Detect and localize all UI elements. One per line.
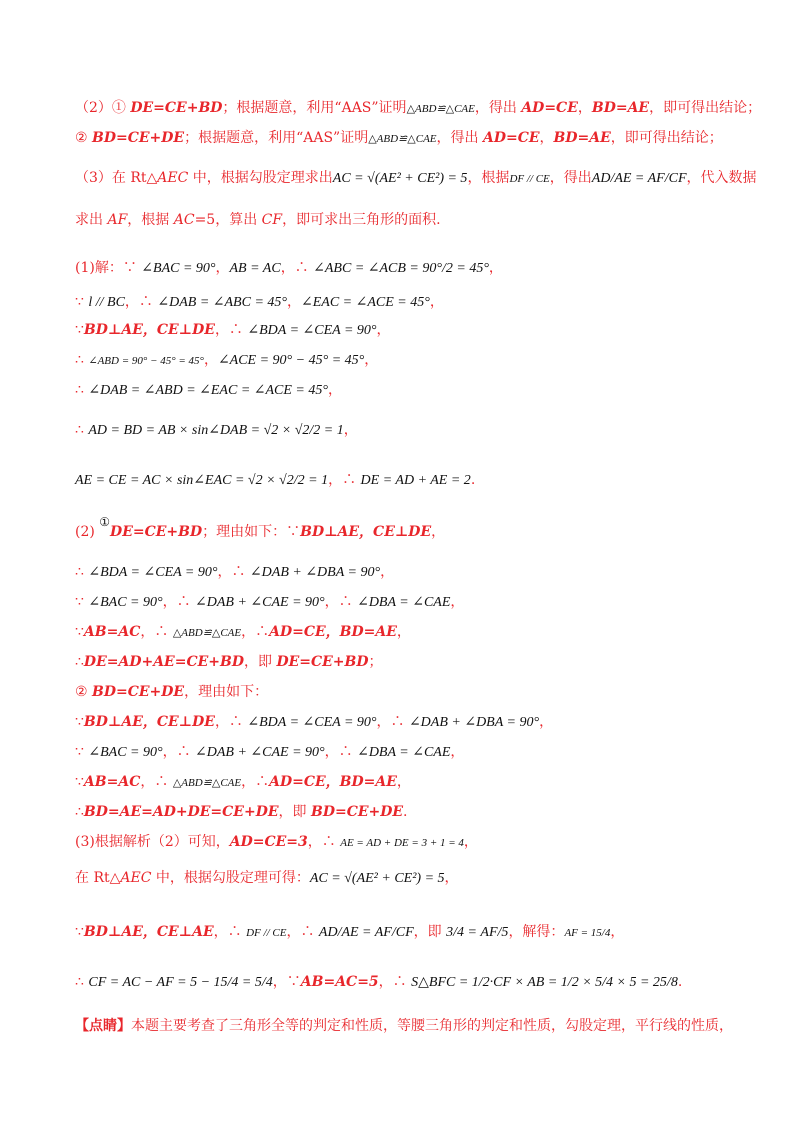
solution-line-16 (75, 772, 740, 793)
solution-line-21 (75, 972, 740, 993)
math: ∠DAB + ∠DBA = 90° (249, 565, 381, 580)
math-parallel: DF // CE (509, 173, 550, 185)
conclusion: DE=AD+AE=CE+BD (83, 654, 244, 670)
text: 在 Rt△ (75, 870, 121, 886)
text: ，∴ (162, 744, 196, 760)
condition: BD⊥AE，CE⊥AE (83, 924, 214, 940)
math: ∠ABD = 90° − 45° = 45° (88, 355, 204, 367)
text: ∵ (75, 774, 84, 790)
text: ，∴ (214, 322, 248, 338)
solution-line-17 (75, 802, 740, 822)
text: ，即可得出结论； (610, 130, 723, 146)
triangle-name: AEC (120, 870, 152, 886)
math: ∠DAB = ∠ABC = 45° (157, 295, 287, 310)
text: (1)解：∵ (75, 260, 142, 276)
math: ∠BAC = 90° (141, 261, 216, 276)
math: ∠ABC = ∠ACB = 90°/2 = 45° (313, 261, 489, 276)
solution-line-11 (75, 622, 740, 643)
text: ， (450, 594, 465, 610)
text: (2) (75, 524, 100, 540)
text: ② (75, 684, 93, 700)
math: ∠EAC = ∠ACE = 45° (300, 295, 430, 310)
text: 中，根据勾股定理可得： (151, 870, 310, 886)
comment-tag: 【点睛】 (75, 1018, 131, 1034)
text: ，即可求出三角形的面积. (282, 212, 441, 228)
math: CF = AC − AF = 5 − 15/4 = 5/4 (88, 975, 273, 990)
math-ratio: AD/AE = AF/CF (318, 925, 414, 940)
text: ，∴ (286, 924, 319, 940)
math: ∠BDA = ∠CEA = 90° (247, 323, 377, 338)
text: ∵ (75, 294, 89, 310)
solution-line-7 (75, 470, 740, 491)
math: ∠ACE = 90° − 45° = 45° (217, 353, 365, 368)
math: AE = AD + DE = 3 + 1 = 4 (340, 837, 464, 849)
math-pythagoras: AC = √(AE² + CE²) = 5 (332, 171, 468, 186)
text: ，∴ (324, 594, 358, 610)
text: ，∴ (376, 714, 409, 730)
text: ， (539, 714, 554, 730)
text: ，∴ (241, 624, 270, 640)
analysis-line-3b (75, 210, 740, 230)
math-ratio: 3/4 = AF/5 (446, 925, 509, 940)
math: ∠DAB = ∠ABD = ∠EAC = ∠ACE = 45° (88, 383, 328, 398)
circled-number: ① (99, 515, 111, 529)
math: ∠DAB + ∠CAE = 90° (195, 595, 325, 610)
text: ，根据 (127, 212, 174, 228)
text: ，得出 (474, 100, 522, 116)
text: ∴ (75, 564, 89, 580)
text: ， (327, 382, 342, 398)
text: ，∴ (140, 774, 173, 790)
text: ，∴ (241, 774, 270, 790)
math: ∠BDA = ∠CEA = 90° (247, 715, 377, 730)
math: l // BC (88, 295, 125, 310)
solution-line-19 (75, 868, 740, 889)
solution-line-15 (75, 742, 740, 763)
solution-line-10 (75, 592, 740, 613)
text: ， (444, 870, 459, 886)
text: ，即 (278, 804, 311, 820)
solution-line-5 (75, 380, 740, 401)
condition: AB=AC=5 (300, 974, 379, 990)
text: ，∴ (307, 834, 341, 850)
text: ，∵ (272, 974, 301, 990)
math-congruence: △ABD≌△CAE (406, 103, 475, 115)
solution-line-4 (75, 350, 740, 371)
text: ；理由如下：∵ (202, 524, 301, 540)
text: ，∴ (124, 294, 158, 310)
text: ， (577, 100, 592, 116)
text: ② (75, 130, 93, 146)
claim: DE=CE+BD (110, 524, 203, 540)
text: ， (343, 422, 358, 438)
math-ratio: AD/AE = AF/CF (591, 171, 687, 186)
math: ∠BAC = 90° (88, 745, 163, 760)
text: ∴ (75, 422, 89, 438)
solution-line-18 (75, 832, 740, 853)
text: ， (396, 624, 411, 640)
condition: AD=CE=3 (229, 834, 308, 850)
text: ， (215, 260, 230, 276)
solution-line-1 (75, 258, 740, 279)
equation: AD=CE (482, 130, 540, 146)
text: ，∴ (162, 594, 196, 610)
text: ，∴ (140, 624, 173, 640)
solution-line-2 (75, 292, 740, 313)
math: ∠BAC = 90° (88, 595, 163, 610)
text: =5，算出 (194, 212, 262, 228)
math: ∠DAB + ∠CAE = 90° (195, 745, 325, 760)
condition: BD⊥AE，CE⊥DE (83, 322, 215, 338)
text: ， (539, 130, 554, 146)
text: ； (368, 654, 383, 670)
text: （2）① (75, 100, 131, 116)
text: ∴ (75, 654, 84, 670)
text: ， (376, 322, 391, 338)
text: ，即 (413, 924, 447, 940)
text: ，∴ (324, 744, 358, 760)
text: ， (610, 924, 625, 940)
text: ∴ (75, 974, 89, 990)
math-parallel: DF // CE (246, 927, 287, 939)
text: ， (203, 352, 218, 368)
text: ， (380, 564, 395, 580)
math: ∠DAB + ∠DBA = 90° (408, 715, 540, 730)
conclusion: AD=CE，BD=AE (269, 774, 397, 790)
text: ，得出 (549, 170, 592, 186)
text: ；根据题意，利用“AAS”证明 (184, 130, 369, 146)
equation: AD=CE (521, 100, 578, 116)
text: ∵ (75, 624, 84, 640)
condition: BD⊥AE，CE⊥DE (83, 714, 215, 730)
text: . (677, 974, 683, 990)
condition: AB=AC (83, 774, 141, 790)
solution-line-14 (75, 712, 740, 733)
text: ∵ (75, 714, 84, 730)
solution-line-3 (75, 320, 740, 341)
math-congruence: △ABD≌△CAE (172, 777, 242, 789)
text: ， (429, 294, 444, 310)
claim: BD=CE+DE (92, 684, 185, 700)
text: ，∴ (328, 472, 361, 488)
equation: BD=AE (553, 130, 611, 146)
text: ∴ (75, 804, 84, 820)
math: ∠DBA = ∠CAE (357, 745, 451, 760)
text: ， (488, 260, 503, 276)
math: AF = 15/4 (564, 927, 611, 939)
text: ， (396, 774, 411, 790)
text: ∵ (75, 744, 89, 760)
text: ， (450, 744, 465, 760)
text: ，根据 (467, 170, 510, 186)
text: ∴ (75, 352, 89, 368)
conclusion: BD=CE+DE (310, 804, 404, 820)
math-congruence: △ABD≌△CAE (368, 133, 437, 145)
segment-ac: AC (173, 212, 195, 228)
text: ，即可得出结论； (649, 100, 762, 116)
text: ∵ (75, 322, 84, 338)
segment-af: AF (107, 212, 128, 228)
math: AB = AC (229, 261, 281, 276)
math: AE = CE = AC × sin∠EAC = √2 × √2/2 = 1 (75, 473, 329, 488)
solution-line-20 (75, 922, 740, 943)
text: 求出 (75, 212, 108, 228)
math-pythagoras: AC = √(AE² + CE²) = 5 (309, 871, 445, 886)
math-congruence: △ABD≌△CAE (172, 627, 242, 639)
text: ， (463, 834, 478, 850)
text: ，理由如下： (184, 684, 269, 700)
solution-line-9 (75, 562, 740, 583)
claim: BD=CE+DE (92, 130, 185, 146)
text: . (403, 804, 408, 820)
math-area: S△BFC = 1/2·CF × AB = 1/2 × 5/4 × 5 = 25/8 (411, 975, 678, 990)
text: ，∴ (378, 974, 412, 990)
comment-text: 本题主要考查了三角形全等的判定和性质，等腰三角形的判定和性质，勾股定理，平行线的性质， (131, 1018, 733, 1034)
text: ，∴ (280, 260, 314, 276)
text: ∵ (75, 924, 84, 940)
comment-line (75, 1016, 745, 1036)
conclusion: BD=AE=AD+DE=CE+DE (83, 804, 279, 820)
text: ，得出 (436, 130, 483, 146)
math: AD = BD = AB × sin∠DAB = √2 × √2/2 = 1 (88, 423, 344, 438)
text: ， (431, 524, 446, 540)
solution-line-13 (75, 682, 740, 702)
math: ∠DBA = ∠CAE (357, 595, 451, 610)
condition: AB=AC (83, 624, 141, 640)
segment-cf: CF (261, 212, 283, 228)
solution-line-6 (75, 420, 740, 441)
text: ，解得： (508, 924, 565, 940)
claim: DE=CE+BD (130, 100, 223, 116)
text: 中，根据勾股定理求出 (188, 170, 333, 186)
text: ，∴ (217, 564, 250, 580)
text: ， (364, 352, 379, 368)
triangle-name: AEC (157, 170, 189, 186)
text: ， (286, 294, 301, 310)
text: ，∴ (214, 714, 248, 730)
analysis-line-2a (75, 98, 762, 119)
text: ，即 (243, 654, 277, 670)
text: ；根据题意，利用“AAS”证明 (222, 100, 407, 116)
text: ∴ (75, 382, 89, 398)
math: DE = AD + AE = 2 (360, 473, 471, 488)
conclusion: DE=CE+BD (276, 654, 369, 670)
analysis-line-3a (75, 168, 757, 189)
condition: BD⊥AE，CE⊥DE (300, 524, 432, 540)
equation: BD=AE (591, 100, 650, 116)
solution-line-8 (75, 515, 740, 542)
text: ∵ (75, 594, 89, 610)
text: （3）在 Rt△ (75, 170, 158, 186)
text: (3)根据解析（2）可知， (75, 834, 230, 850)
text: . (470, 472, 476, 488)
text: ，∴ (213, 924, 247, 940)
math: ∠BDA = ∠CEA = 90° (88, 565, 218, 580)
solution-line-12 (75, 652, 740, 672)
text: ，代入数据 (686, 170, 757, 186)
analysis-line-2b (75, 128, 740, 149)
conclusion: AD=CE，BD=AE (269, 624, 397, 640)
